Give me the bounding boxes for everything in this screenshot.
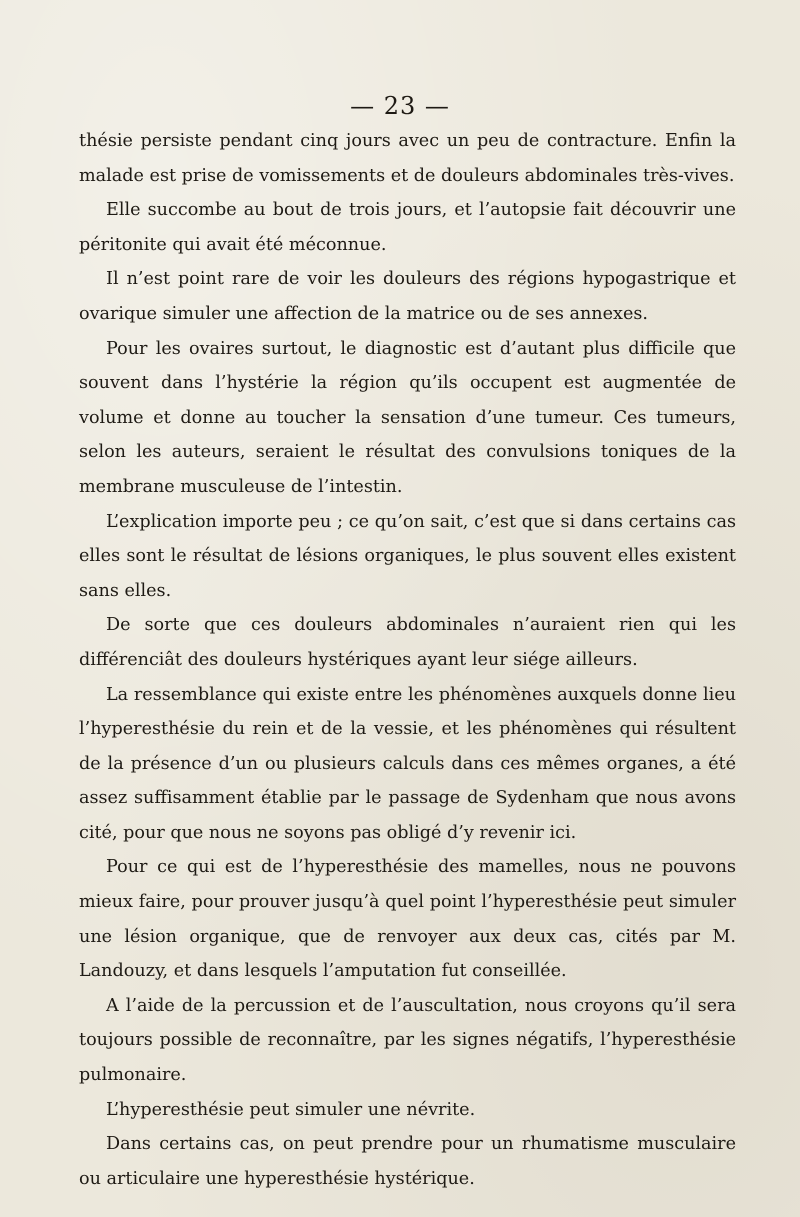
paragraph: L’hyperesthésie peut simuler une névrite. [106, 1099, 476, 1120]
paragraph: De sorte que ces douleurs abdominales n’auraient rien qui les différenciât des douleurs hystériques ayant leur siége ailleurs. [79, 615, 736, 670]
paragraph: La ressemblance qui existe entre les phénomènes auxquels donne lieu l’hyperesthésie du rein et de la vessie, et les phénomènes qui résultent de la présence d’un ou plusieurs calculs dans ces mêmes organes, a été assez suffisamment établie par le passage de Sydenham que nous avons cité, pour que nous ne soyons pas obligé d’y revenir ici. [79, 684, 736, 843]
paragraph: Elle succombe au bout de trois jours, et l’autopsie fait découvrir une péritonite qui avait été méconnue. [79, 200, 736, 255]
paragraph: thésie persiste pendant cinq jours avec un peu de contracture. Enfin la malade est prise de vomissements et de douleurs abdominales très-vives. [79, 131, 736, 186]
paragraph: Pour ce qui est de l’hyperesthésie des mamelles, nous ne pouvons mieux faire, pour prouver jusqu’à quel point l’hyperesthésie peut simuler une lésion organique, que de renvoyer aux deux cas, cités par M. Landouzy, et dans lesquels l’amputation fut conseillée. [79, 857, 736, 982]
page-number: — 23 — [350, 92, 450, 120]
paragraph: L’explication importe peu ; ce qu’on sait, c’est que si dans certains cas elles sont le résultat de lésions organiques, le plus souvent elles existent sans elles. [79, 511, 736, 601]
body-text [79, 124, 736, 1196]
paragraph: Dans certains cas, on peut prendre pour un rhumatisme musculaire ou articulaire une hyperesthésie hystérique. [79, 1134, 736, 1189]
paragraph: Pour les ovaires surtout, le diagnostic est d’autant plus difficile que souvent dans l’hystérie la région qu’ils occupent est augmentée de volume et donne au toucher la sensation d’une tumeur. Ces tumeurs, selon les auteurs, seraient le résultat des convulsions toniques de la membrane musculeuse de l’intestin. [79, 338, 736, 497]
paragraph: A l’aide de la percussion et de l’auscultation, nous croyons qu’il sera toujours possible de reconnaître, par les signes négatifs, l’hyperesthésie pulmonaire. [79, 995, 736, 1086]
paragraph: Il n’est point rare de voir les douleurs des régions hypogastrique et ovarique simuler une affection de la matrice ou de ses annexes. [79, 269, 736, 324]
